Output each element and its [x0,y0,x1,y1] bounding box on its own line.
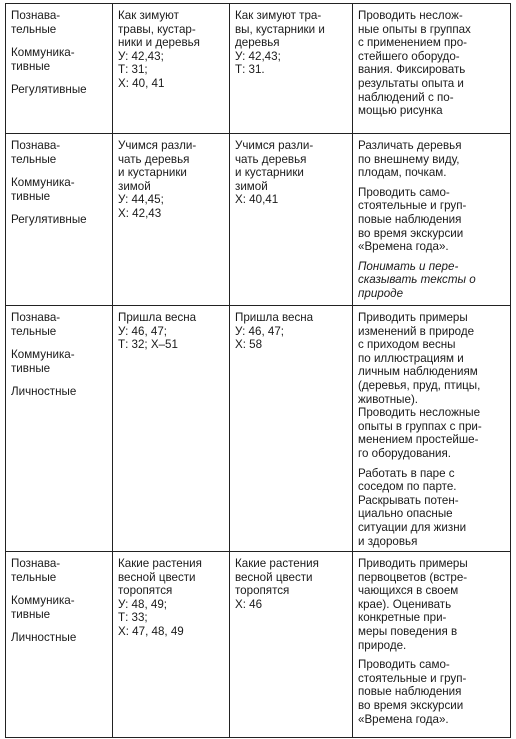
skill-line: тивные [11,189,51,203]
topic-line: Как зимуют [118,9,179,22]
activity-line: ситуации для жизни [358,520,467,534]
topic-line: ники и деревья [118,36,200,50]
skill-line: тивные [11,59,51,73]
activity-line-italic: природе [358,286,404,300]
skill-line: тивные [11,361,51,375]
skill-line: Регулятивные [11,83,87,97]
activity-line: стоятельные и груп- [358,199,467,213]
activity-line: чающихся в своем [358,584,459,598]
activity-line: Проводить неслож- [358,9,463,22]
page-ref: У: 46, 47; [235,324,285,338]
skill-line: Личностные [11,631,77,645]
page-ref: У: 42,43; [118,49,164,63]
skill-line: тельные [11,22,57,36]
activity-line: природе. [358,638,407,652]
page-ref: Т: 31. [235,63,265,77]
skill-line: тельные [11,324,57,338]
activity-line: ные опыты в группах [358,22,471,36]
activity-line: «Времена года». [358,712,449,726]
activity-line: животные). [358,392,419,406]
topic-cell [113,4,230,134]
activity-line: с применением про- [358,36,468,50]
topic-line: весной цвести [118,570,196,584]
activity-line-italic: сказывать тексты о [358,273,476,287]
activity-line: менением простейше- [358,433,479,447]
topic-line: торопятся [235,584,290,598]
topic-line: деревья [235,36,280,50]
activities-cell [353,306,511,552]
activity-line: циально опасные [358,507,453,521]
activity-line-italic: Понимать и пере- [358,259,459,273]
skills-cell [6,306,113,552]
topic-line: Какие растения [118,557,202,571]
activity-line: стейшего оборудо- [358,49,460,63]
topic-cell [230,552,353,738]
activity-line: изменений в природе [358,324,475,338]
activity-line: во время экскурсии [358,699,464,713]
page-ref: Т: 33; [118,611,148,625]
topic-line: чать деревья [235,152,307,166]
page-ref: У: 46, 47; [118,324,168,338]
skill-line: Личностные [11,385,77,399]
activities-cell [353,4,511,134]
activity-line: во время экскурсии [358,226,464,240]
topic-cell [113,306,230,552]
skill-line: Познава- [11,311,61,324]
topic-line: Пришла весна [118,311,197,324]
activities-cell [353,552,511,738]
skill-line: Коммуника- [11,46,75,60]
activity-line: конкретные при- [358,611,447,625]
activity-line: «Времена года». [358,240,449,254]
skill-line: тельные [11,152,57,166]
page-ref: Т: 32; Х–51 [118,338,178,352]
page-ref: Х: 47, 48, 49 [118,625,184,639]
skills-cell [6,552,113,738]
activity-line: го оборудования. [358,446,451,460]
topic-line: весной цвести [235,570,313,584]
page-ref: Х: 40, 41 [118,76,165,90]
skill-line: Регулятивные [11,213,87,227]
page-ref: У: 42,43; [235,49,281,63]
skill-line: Коммуника- [11,176,75,190]
skill-line: Коммуника- [11,348,75,362]
topic-line: торопятся [118,584,173,598]
activity-line: Раскрывать потен- [358,493,459,507]
activity-line: наблюдений с по- [358,90,454,104]
skill-line: тельные [11,570,57,584]
skill-line: Коммуника- [11,594,75,608]
activity-line: повые наблюдения [358,212,462,226]
topic-line: Учимся разли- [118,139,197,152]
activity-line: первоцветов (встре- [358,570,468,584]
activity-line: с приходом весны [358,338,456,352]
activity-line: опыты в группах с при- [358,419,482,433]
topic-line: зимой [235,179,268,193]
activity-line: результаты опыта и [358,76,464,90]
page-ref: У: 48, 49; [118,597,168,611]
skill-line: Познава- [11,139,61,152]
topic-line: и кустарники [118,166,187,180]
lesson-plan-table [5,3,511,738]
topic-cell [113,552,230,738]
activity-line: по иллюстрациям и [358,351,464,365]
activity-line: плодам, почкам. [358,166,447,180]
activity-line: вания. Фиксировать [358,63,466,77]
activity-line: повые наблюдения [358,685,462,699]
activity-line: Приводить примеры [358,557,468,571]
activity-line: Различать деревья [358,139,462,152]
page-ref: Х: 46 [235,597,263,611]
activity-line: по внешнему виду, [358,152,460,166]
activity-line: (деревья, пруд, птицы, [358,378,481,392]
topic-line: зимой [118,179,151,193]
page-ref: Т: 31; [118,63,148,77]
activity-line: Работать в паре с [358,466,455,480]
activity-line: и здоровья [358,534,418,548]
topic-cell [230,134,353,306]
page-ref: Х: 40,41 [235,193,279,207]
topic-line: Как зимуют тра- [235,9,322,22]
topic-line: травы, кустар- [118,22,196,36]
topic-line: вы, кустарники и [235,22,325,36]
topic-line: и кустарники [235,166,304,180]
activities-cell [353,134,511,306]
topic-line: Учимся разли- [235,139,314,152]
activity-line: Приводить примеры [358,311,468,324]
skill-line: тивные [11,607,51,621]
activity-line: крае). Оценивать [358,597,452,611]
page-ref: У: 44,45; [118,193,164,207]
skill-line: Познава- [11,557,61,571]
activity-line: соседом по парте. [358,480,457,494]
activity-line: Проводить несложные [358,406,481,420]
topic-cell [230,4,353,134]
skills-cell [6,134,113,306]
skills-cell [6,4,113,134]
table-row [6,134,511,306]
topic-line: Какие растения [235,557,319,571]
topic-cell [230,306,353,552]
page-ref: Х: 42,43 [118,206,162,220]
table-row [6,4,511,134]
activity-line: личным наблюдениям [358,365,478,379]
activity-line: мощью рисунка [358,104,443,118]
table-row [6,306,511,552]
topic-cell [113,134,230,306]
activity-line: Проводить само- [358,185,450,199]
activity-line: меры поведения в [358,625,458,639]
topic-line: чать деревья [118,152,190,166]
topic-line: Пришла весна [235,311,314,324]
activity-line: стоятельные и груп- [358,671,467,685]
page-ref: Х: 58 [235,338,263,352]
skill-line: Познава- [11,9,61,22]
activity-line: Проводить само- [358,658,450,672]
table-row [6,552,511,738]
